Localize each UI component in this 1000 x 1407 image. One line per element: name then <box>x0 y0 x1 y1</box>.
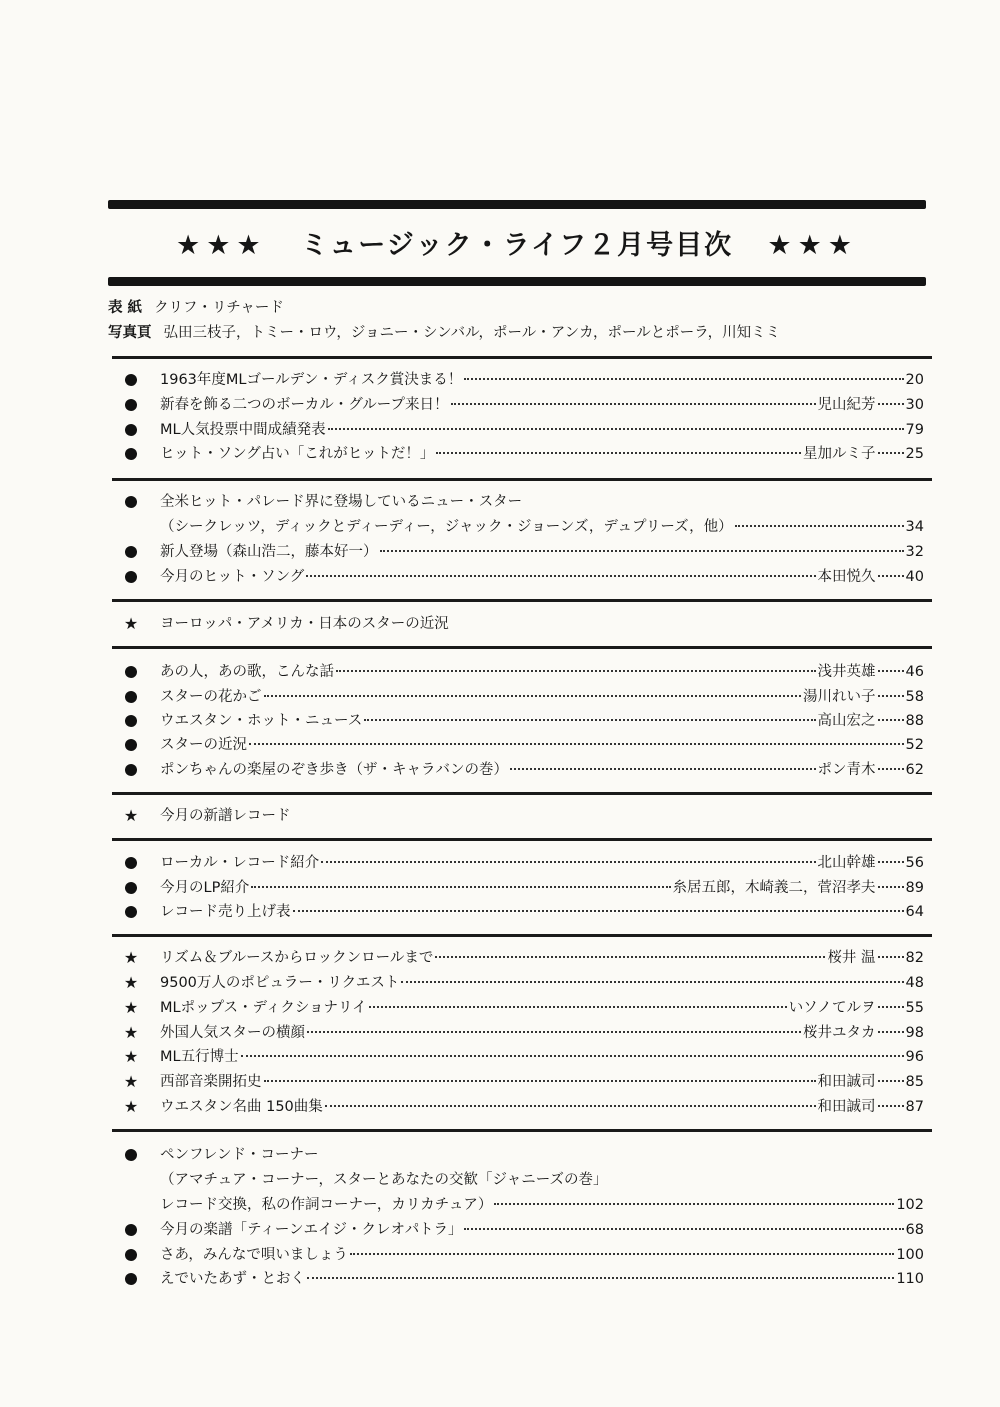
top-thick-rule <box>108 200 926 209</box>
entry-page: 32 <box>905 544 924 560</box>
leader-dots <box>878 719 904 721</box>
bullet-icon <box>122 685 140 709</box>
toc-entry[interactable] <box>112 1045 924 1069</box>
section-heading[interactable] <box>112 612 924 636</box>
star-icon: ★ <box>123 998 139 1017</box>
section-divider <box>112 1129 932 1132</box>
star-icon: ★ <box>123 1047 139 1066</box>
leader-dots <box>451 403 816 405</box>
entry-page: 100 <box>896 1247 924 1263</box>
toc-entry[interactable] <box>112 758 924 782</box>
toc-entry-continuation <box>112 1168 924 1192</box>
section-divider <box>112 478 932 481</box>
entry-title: さあ，みんなで唄いましょう <box>160 1247 348 1263</box>
toc-entry[interactable] <box>112 418 924 442</box>
entry-page: 102 <box>896 1197 924 1213</box>
leader-dots <box>350 1253 894 1255</box>
entry-page: 34 <box>905 519 924 535</box>
bullet-icon <box>122 442 140 466</box>
leader-dots <box>264 695 802 697</box>
bullet-icon <box>122 876 140 900</box>
entry-title: ペンフレンド・コーナー <box>160 1147 319 1163</box>
bullet-icon <box>122 490 140 514</box>
entry-author: 糸居五郎，木崎義二，菅沼孝夫 <box>672 880 876 896</box>
entry-page: 96 <box>905 1049 924 1065</box>
entry-title: MLポップス・ディクショナリイ <box>160 1000 367 1016</box>
toc-entry[interactable] <box>112 733 924 757</box>
leader-dots <box>293 910 904 912</box>
toc-entry[interactable] <box>112 709 924 733</box>
title-stars-right: ★★★ <box>767 230 858 261</box>
bullet-icon <box>122 1218 140 1242</box>
entry-title: ウエスタン・ホット・ニュース <box>160 713 363 729</box>
entry-page: 25 <box>905 446 924 462</box>
entry-author: 和田誠司 <box>817 1074 876 1090</box>
toc-entry[interactable] <box>112 1021 924 1045</box>
leader-dots <box>878 956 904 958</box>
entry-page: 55 <box>905 1000 924 1016</box>
entry-author: 和田誠司 <box>817 1099 876 1115</box>
entry-subtitle: レコード交換，私の作詞コーナー，カリカチュア） <box>160 1197 493 1213</box>
leader-dots <box>321 861 815 863</box>
entry-page: 52 <box>905 737 924 753</box>
title-text: ミュージック・ライフ２月号目次 <box>300 230 734 261</box>
section-heading-text: 今月の新譜レコード <box>160 808 291 824</box>
leader-dots <box>878 1080 904 1082</box>
leader-dots <box>878 1006 904 1008</box>
entry-page: 40 <box>905 569 924 585</box>
cover-line <box>108 297 284 319</box>
bullet-icon <box>122 1267 140 1291</box>
toc-entry[interactable] <box>112 1070 924 1094</box>
entry-title: ウエスタン名曲 150曲集 <box>160 1099 323 1115</box>
entry-page: 64 <box>905 904 924 920</box>
cover-label: 表 紙 <box>108 300 143 316</box>
entry-page: 110 <box>896 1271 924 1287</box>
toc-entry-continuation[interactable] <box>112 1193 924 1217</box>
section-divider <box>112 356 932 359</box>
entry-title: レコード売り上げ表 <box>160 904 291 920</box>
leader-dots <box>264 1080 816 1082</box>
bullet-icon <box>122 660 140 684</box>
entry-title: 9500万人のポピュラー・リクエスト <box>160 975 400 991</box>
section-divider <box>112 838 932 841</box>
entry-title: 今月の楽譜「ティーンエイジ・クレオパトラ」 <box>160 1222 463 1238</box>
leader-dots <box>878 452 904 454</box>
star-icon: ★ <box>123 1072 139 1091</box>
entry-title: 全米ヒット・パレード界に登場しているニュー・スター <box>160 494 523 510</box>
section-heading-text: ヨーロッパ・アメリカ・日本のスターの近況 <box>160 616 449 632</box>
entry-title: 今月のLP紹介 <box>160 880 250 896</box>
entry-author: 高山宏之 <box>817 713 876 729</box>
bullet-icon <box>122 540 140 564</box>
entry-title: ポンちゃんの楽屋のぞき歩き（ザ・キャラバンの巻） <box>160 762 508 778</box>
entry-title: ML人気投票中間成績発表 <box>160 422 326 438</box>
star-icon: ★ <box>123 1097 139 1116</box>
toc-entry[interactable] <box>112 685 924 709</box>
section-divider <box>112 792 932 795</box>
toc-entry-continuation[interactable] <box>112 515 924 539</box>
leader-dots <box>464 1228 903 1230</box>
toc-entry[interactable] <box>112 996 924 1020</box>
entry-subtitle: （シークレッツ，ディックとディーディー，ジャック・ジョーンズ，デュプリーズ，他） <box>160 519 733 535</box>
entry-page: 20 <box>905 372 924 388</box>
entry-title: 今月のヒット・ソング <box>160 569 305 585</box>
entry-page: 89 <box>905 880 924 896</box>
bullet-icon <box>122 393 140 417</box>
leader-dots <box>735 525 904 527</box>
entry-author: 桜井 温 <box>827 950 876 966</box>
entry-title: 新人登場（森山浩二，藤本好一） <box>160 544 378 560</box>
leader-dots <box>878 886 904 888</box>
entry-title: リズム＆ブルースからロックンロールまで <box>160 950 434 966</box>
leader-dots <box>878 1105 904 1107</box>
toc-entry[interactable] <box>112 1243 924 1267</box>
star-icon: ★ <box>123 806 139 825</box>
entry-author: ポン青木 <box>817 762 876 778</box>
star-icon: ★ <box>123 973 139 992</box>
entry-author: 北山幹雄 <box>817 855 876 871</box>
toc-entry[interactable] <box>112 393 924 417</box>
leader-dots <box>364 719 815 721</box>
bullet-icon <box>122 900 140 924</box>
toc-entry[interactable] <box>112 876 924 900</box>
section-divider <box>112 934 932 937</box>
section-heading[interactable] <box>112 804 924 828</box>
entry-title: ヒット・ソング占い「これがヒットだ！」 <box>160 446 435 462</box>
leader-dots <box>464 378 903 380</box>
star-icon: ★ <box>123 614 139 633</box>
entry-title: スターの近況 <box>160 737 247 753</box>
toc-entry[interactable] <box>112 442 924 466</box>
leader-dots <box>401 981 903 983</box>
page-title <box>108 224 926 268</box>
star-icon: ★ <box>123 1023 139 1042</box>
toc-entry[interactable] <box>112 490 924 514</box>
entry-page: 98 <box>905 1025 924 1041</box>
leader-dots <box>307 1031 801 1033</box>
toc-entry[interactable] <box>112 368 924 392</box>
entry-author: いソノてルヲ <box>788 1000 876 1016</box>
entry-page: 82 <box>905 950 924 966</box>
leader-dots <box>241 1055 904 1057</box>
entry-page: 30 <box>905 397 924 413</box>
section-divider <box>112 599 932 602</box>
leader-dots <box>380 550 904 552</box>
leader-dots <box>878 1031 904 1033</box>
entry-subtitle: （アマチュア・コーナー，スターとあなたの交歓「ジャニーズの巻」 <box>160 1172 608 1188</box>
entry-page: 79 <box>905 422 924 438</box>
leader-dots <box>494 1203 894 1205</box>
toc-entry[interactable] <box>112 565 924 589</box>
entry-title: 1963年度MLゴールデン・ディスク賞決まる！ <box>160 372 463 388</box>
entry-title: 西部音楽開拓史 <box>160 1074 262 1090</box>
bullet-icon <box>122 709 140 733</box>
entry-author: 本田悦久 <box>817 569 876 585</box>
entry-page: 88 <box>905 713 924 729</box>
leader-dots <box>878 670 904 672</box>
entry-author: 桜井ユタカ <box>803 1025 876 1041</box>
bullet-icon <box>122 418 140 442</box>
cover-value: クリフ・リチャード <box>154 300 284 316</box>
entry-page: 58 <box>905 689 924 705</box>
bullet-icon <box>122 851 140 875</box>
leader-dots <box>878 403 904 405</box>
title-stars-left: ★★★ <box>176 230 267 261</box>
entry-page: 46 <box>905 664 924 680</box>
leader-dots <box>307 1277 894 1279</box>
entry-page: 48 <box>905 975 924 991</box>
photos-value: 弘田三枝子，トミー・ロウ，ジョニー・シンバル，ポール・アンカ，ポールとポーラ，川知ミミ <box>163 325 781 341</box>
entry-title: 外国人気スターの横顔 <box>160 1025 305 1041</box>
entry-title: えでいたあず・とおく <box>160 1271 305 1287</box>
bullet-icon <box>122 1243 140 1267</box>
entry-page: 85 <box>905 1074 924 1090</box>
entry-page: 68 <box>905 1222 924 1238</box>
star-icon: ★ <box>123 948 139 967</box>
leader-dots <box>306 575 815 577</box>
bullet-icon <box>122 758 140 782</box>
entry-page: 87 <box>905 1099 924 1115</box>
leader-dots <box>249 743 904 745</box>
entry-page: 62 <box>905 762 924 778</box>
title-bottom-thick-rule <box>108 277 926 286</box>
toc-entry[interactable] <box>112 971 924 995</box>
leader-dots <box>878 695 904 697</box>
toc-entry[interactable] <box>112 540 924 564</box>
leader-dots <box>878 575 904 577</box>
leader-dots <box>436 452 801 454</box>
entry-author: 湯川れい子 <box>803 689 876 705</box>
entry-title: 新春を飾る二つのボーカル・グループ来日！ <box>160 397 449 413</box>
bullet-icon <box>122 368 140 392</box>
entry-author: 浅井英雄 <box>817 664 876 680</box>
entry-title: あの人，あの歌，こんな話 <box>160 664 334 680</box>
bullet-icon <box>122 565 140 589</box>
leader-dots <box>336 670 816 672</box>
leader-dots <box>435 956 825 958</box>
leader-dots <box>878 861 904 863</box>
entry-page: 56 <box>905 855 924 871</box>
entry-title: ML五行博士 <box>160 1049 239 1065</box>
bullet-icon <box>122 1143 140 1167</box>
leader-dots <box>325 1105 816 1107</box>
section-divider <box>112 646 932 649</box>
leader-dots <box>878 768 904 770</box>
photos-line <box>108 322 780 344</box>
entry-title: ローカル・レコード紹介 <box>160 855 320 871</box>
toc-entry[interactable] <box>112 660 924 684</box>
toc-entry[interactable] <box>112 1218 924 1242</box>
leader-dots <box>251 886 670 888</box>
entry-title: スターの花かご <box>160 689 262 705</box>
toc-entry[interactable] <box>112 1095 924 1119</box>
entry-author: 児山紀芳 <box>817 397 876 413</box>
leader-dots <box>369 1006 787 1008</box>
toc-entry[interactable] <box>112 946 924 970</box>
bullet-icon <box>122 733 140 757</box>
toc-entry[interactable] <box>112 1267 924 1291</box>
toc-entry[interactable] <box>112 1143 924 1167</box>
leader-dots <box>328 428 904 430</box>
photos-label: 写真頁 <box>108 325 152 341</box>
leader-dots <box>510 768 816 770</box>
toc-entry[interactable] <box>112 900 924 924</box>
entry-author: 星加ルミ子 <box>803 446 876 462</box>
toc-entry[interactable] <box>112 851 924 875</box>
